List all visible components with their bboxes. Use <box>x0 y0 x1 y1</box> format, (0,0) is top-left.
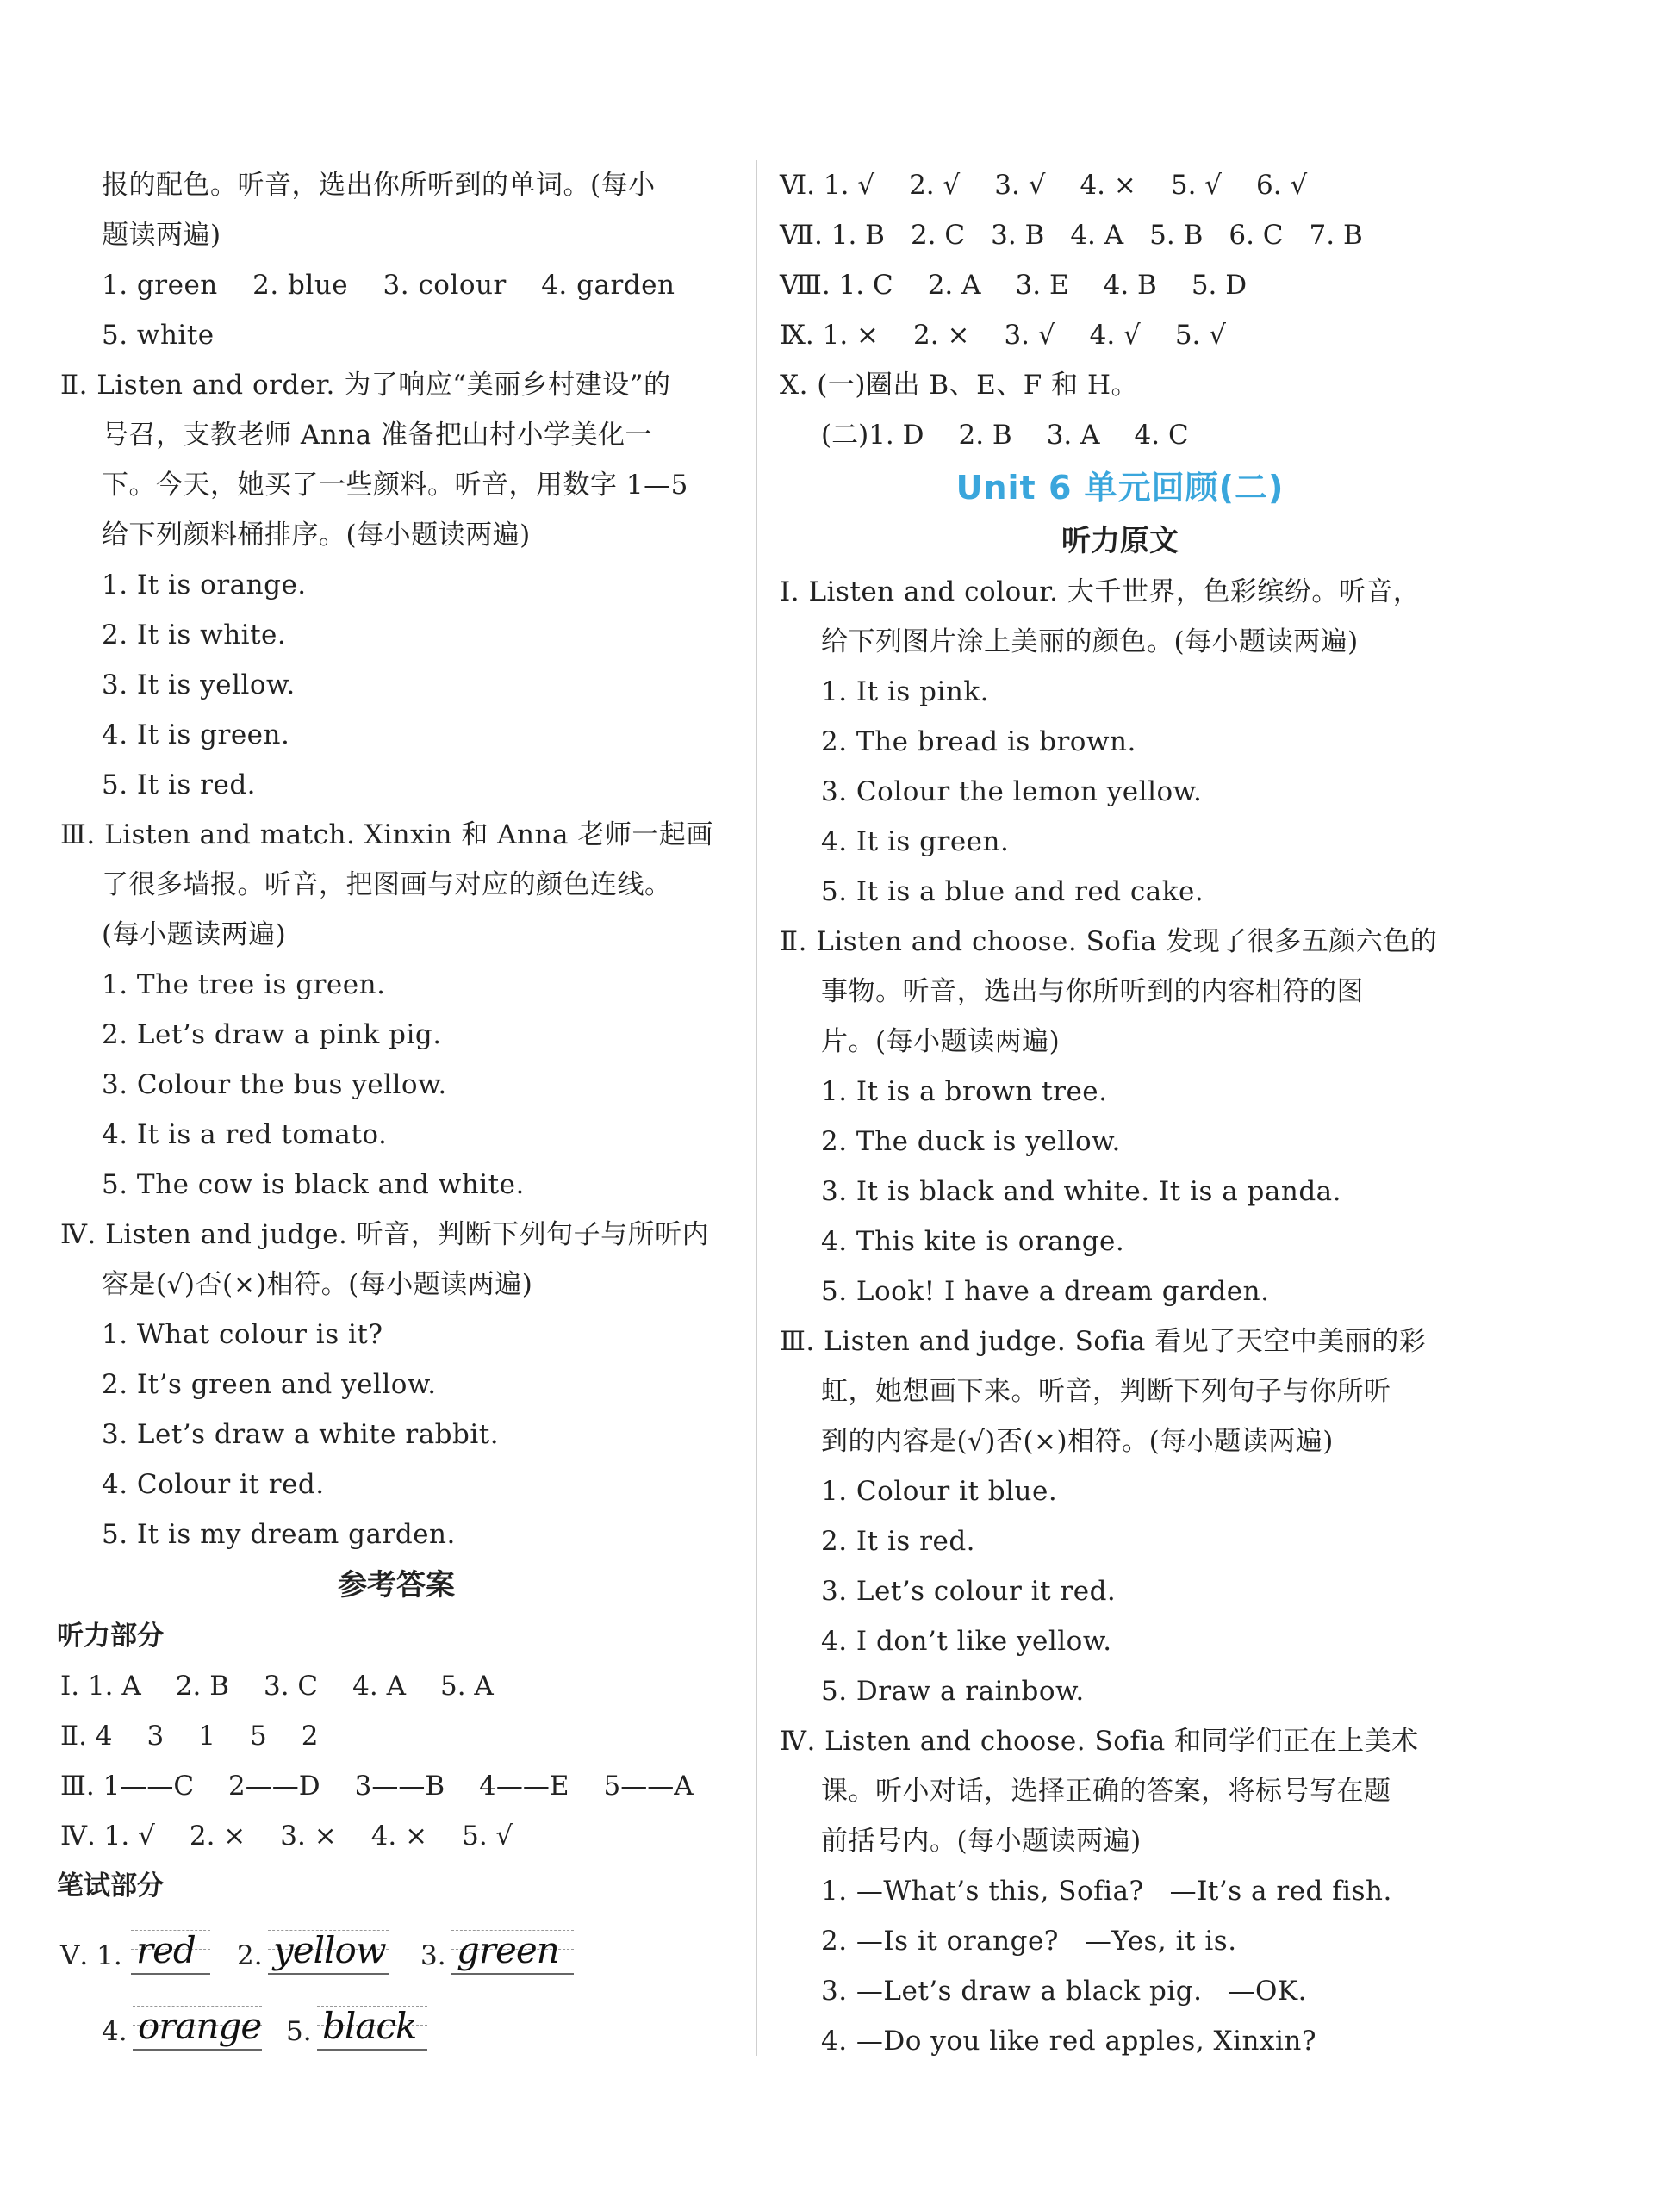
writing-lines <box>317 2001 427 2051</box>
answer-cell: 1 <box>198 1721 215 1752</box>
answer-cell: 4. × <box>370 1820 428 1852</box>
answer-cell: 2. × <box>189 1820 246 1852</box>
r-q2-instruction-line: Ⅱ. Listen and choose. Sofia 发现了很多五颜六色的 <box>780 926 1438 957</box>
answer-row <box>60 1711 732 1761</box>
dialogue-answer: —It’s a red fish. <box>1169 1876 1392 1907</box>
q3-instruction-line: 了很多墙报。听音，把图画与对应的颜色连线。 <box>102 869 672 900</box>
r-q4-instruction-line: 前括号内。(每小题读两遍) <box>821 1826 1142 1857</box>
q3-item: 4. It is a red tomato. <box>102 1119 388 1150</box>
q4-item: 1. What colour is it? <box>102 1319 383 1350</box>
dialogue-question: 4. —Do you like red apples, Xinxin? <box>821 2026 1316 2057</box>
handwriting-number: 4. <box>102 2016 128 2047</box>
q3-item: 1. The tree is green. <box>102 969 386 1000</box>
r-q1-item: 3. Colour the lemon yellow. <box>821 776 1203 807</box>
r-q3-instruction-line: Ⅲ. Listen and judge. Sofia 看见了天空中美丽的彩 <box>780 1326 1427 1357</box>
q2-item: 3. It is yellow. <box>102 669 296 700</box>
r-q3-item: 3. Let’s colour it red. <box>821 1576 1117 1607</box>
answer-cell: 2. C <box>910 220 966 251</box>
answer-cell: 2. √ <box>909 170 961 201</box>
q1-item: 5. white <box>102 320 215 351</box>
handwriting-answer <box>420 1911 636 1987</box>
answer-row <box>780 260 1460 310</box>
right-column <box>780 160 1460 2066</box>
dialogue-answer: —OK. <box>1228 1976 1307 2007</box>
r-q3-item: 1. Colour it blue. <box>821 1476 1058 1507</box>
handwriting-row <box>60 1911 732 1987</box>
q3-item: 5. The cow is black and white. <box>102 1169 525 1200</box>
answer-cell: Ⅸ. 1. × <box>780 320 880 351</box>
answer-cell: 3 <box>146 1721 165 1752</box>
answer-cell: Ⅶ. 1. B <box>780 220 885 251</box>
answer-cell: 7. B <box>1309 220 1363 251</box>
handwritten-word: red <box>136 1929 196 1971</box>
q3-instruction-line: Ⅲ. Listen and match. Xinxin 和 Anna 老师一起画 <box>60 819 713 850</box>
q1-instruction-line: 题读两遍) <box>102 220 221 251</box>
q2-instruction-line: 给下列颜料桶排序。(每小题读两遍) <box>102 520 531 551</box>
answer-cell: 3. B <box>991 220 1045 251</box>
answer-cell: 6. C <box>1229 220 1284 251</box>
answer-cell: 2. B <box>958 420 1012 451</box>
answer-cell: 2. A <box>927 270 981 301</box>
r-q2-item: 5. Look! I have a dream garden. <box>821 1276 1270 1307</box>
handwriting-answer <box>60 1911 215 1987</box>
q4-item: 3. Let’s draw a white rabbit. <box>102 1419 500 1450</box>
q1-item: 2. blue <box>252 270 349 301</box>
left-column <box>57 160 732 2063</box>
answer-cell: 5. B <box>1149 220 1204 251</box>
answer-cell: Ⅰ. 1. A <box>60 1671 141 1702</box>
q2-item: 4. It is green. <box>102 719 290 750</box>
r-q1-item: 2. The bread is brown. <box>821 726 1136 757</box>
q4-item: 4. Colour it red. <box>102 1469 325 1500</box>
r-q2-instruction-line: 事物。听音，选出与你所听到的内容相符的图 <box>821 976 1364 1007</box>
answer-row <box>60 1761 732 1811</box>
answer-cell: 5. √ <box>462 1820 513 1852</box>
answer-cell: (二)1. D <box>821 420 924 451</box>
r-q4-dialogue <box>780 2016 1460 2066</box>
answer-cell: 2 <box>301 1721 319 1752</box>
answer-x-part2 <box>780 410 1460 460</box>
r-q4-dialogue <box>780 1866 1460 1916</box>
writing-lines <box>268 1925 389 1975</box>
answer-cell: 4——E <box>479 1771 569 1802</box>
answer-x-part1: Ⅹ. (一)圈出 B、E、F 和 H。 <box>780 370 1138 401</box>
dialogue-answer: —Yes, it is. <box>1084 1926 1237 1957</box>
q1-item: 4. garden <box>541 270 675 301</box>
answers-heading: 参考答案 <box>338 1568 455 1603</box>
answer-cell: 6. √ <box>1256 170 1308 201</box>
answer-cell: 3. √ <box>994 170 1046 201</box>
answer-row <box>60 1811 732 1861</box>
dialogue-question: 3. —Let’s draw a black pig. <box>821 1976 1203 2007</box>
answer-cell: Ⅷ. 1. C <box>780 270 893 301</box>
r-q2-item: 1. It is a brown tree. <box>821 1076 1108 1107</box>
r-q3-item: 2. It is red. <box>821 1526 976 1557</box>
r-q4-instruction-line: 课。听小对话，选择正确的答案，将标号写在题 <box>821 1776 1391 1807</box>
r-q4-dialogue <box>780 1966 1460 2016</box>
answer-cell: 2——D <box>228 1771 320 1802</box>
answer-row <box>780 160 1460 210</box>
r-q1-item: 1. It is pink. <box>821 676 990 707</box>
answer-cell: 5 <box>249 1721 267 1752</box>
handwritten-word: yellow <box>273 1929 386 1971</box>
q4-item: 5. It is my dream garden. <box>102 1519 456 1550</box>
handwritten-word: green <box>457 1929 559 1971</box>
answer-cell: 3. A <box>1046 420 1100 451</box>
answer-cell: 5. √ <box>1174 320 1226 351</box>
answer-cell: Ⅳ. 1. √ <box>60 1820 155 1852</box>
writing-lines <box>131 1925 210 1975</box>
handwriting-number: 3. <box>420 1940 446 1971</box>
q3-instruction-line: (每小题读两遍) <box>102 919 287 950</box>
q4-instruction-line: Ⅳ. Listen and judge. 听音，判断下列句子与所听内 <box>60 1219 710 1250</box>
answer-cell: 3. C <box>264 1671 319 1702</box>
q1-items <box>60 260 732 310</box>
answer-cell: 4. A <box>1070 220 1124 251</box>
answer-cell: Ⅵ. 1. √ <box>780 170 875 201</box>
q3-item: 2. Let’s draw a pink pig. <box>102 1019 442 1050</box>
answer-cell: 3. E <box>1015 270 1069 301</box>
handwriting-answer <box>286 1987 501 2063</box>
r-q2-item: 3. It is black and white. It is a panda. <box>821 1176 1342 1207</box>
answer-cell: Ⅲ. 1——C <box>60 1771 195 1802</box>
q2-item: 1. It is orange. <box>102 569 307 601</box>
answer-cell: 4. C <box>1134 420 1189 451</box>
handwriting-row <box>60 1987 732 2063</box>
writing-lines <box>451 1925 574 1975</box>
q2-item: 2. It is white. <box>102 619 287 650</box>
answer-cell: 3. × <box>280 1820 337 1852</box>
r-q4-dialogue <box>780 1916 1460 1966</box>
answer-cell: 5. A <box>439 1671 494 1702</box>
r-q4-instruction-line: Ⅳ. Listen and choose. Sofia 和同学们正在上美术 <box>780 1726 1419 1757</box>
r-q1-item: 4. It is green. <box>821 826 1010 857</box>
written-section-heading: 笔试部分 <box>57 1870 164 1901</box>
r-q3-item: 5. Draw a rainbow. <box>821 1676 1085 1707</box>
dialogue-question: 1. —What’s this, Sofia? <box>821 1876 1144 1907</box>
q1-item: 3. colour <box>383 270 507 301</box>
answer-cell: 4. √ <box>1089 320 1141 351</box>
answer-cell: 2. × <box>913 320 970 351</box>
dialogue-question: 2. —Is it orange? <box>821 1926 1059 1957</box>
answer-cell: 5. √ <box>1170 170 1223 201</box>
handwriting-number: 2. <box>237 1940 263 1971</box>
q3-item: 3. Colour the bus yellow. <box>102 1069 447 1100</box>
q2-item: 5. It is red. <box>102 769 257 800</box>
answer-cell: 2. B <box>175 1671 229 1702</box>
handwriting-number: Ⅴ. 1. <box>60 1940 122 1971</box>
r-q3-item: 4. I don’t like yellow. <box>821 1626 1112 1657</box>
r-q3-instruction-line: 到的内容是(√)否(×)相符。(每小题读两遍) <box>821 1426 1334 1457</box>
r-q1-instruction-line: 给下列图片涂上美丽的颜色。(每小题读两遍) <box>821 626 1359 657</box>
q4-item: 2. It’s green and yellow. <box>102 1369 437 1400</box>
q2-instruction-line: 下。今天，她买了一些颜料。听音，用数字 1—5 <box>102 470 688 501</box>
r-q2-instruction-line: 片。(每小题读两遍) <box>821 1026 1061 1057</box>
q2-instruction-line: 号召，支教老师 Anna 准备把山村小学美化一 <box>102 420 653 451</box>
listening-section-heading: 听力部分 <box>57 1621 164 1652</box>
r-q2-item: 4. This kite is orange. <box>821 1226 1125 1257</box>
answer-row <box>60 1661 732 1711</box>
q1-item: 1. green <box>102 270 218 301</box>
writing-lines <box>133 2001 262 2051</box>
handwritten-word: black <box>322 2005 417 2047</box>
q4-instruction-line: 容是(√)否(×)相符。(每小题读两遍) <box>102 1269 533 1300</box>
answer-cell: 4. A <box>352 1671 406 1702</box>
answer-cell: 4. × <box>1080 170 1136 201</box>
r-q1-instruction-line: Ⅰ. Listen and colour. 大千世界，色彩缤纷。听音， <box>780 576 1421 607</box>
answer-row <box>780 210 1460 260</box>
r-q3-instruction-line: 虹，她想画下来。听音，判断下列句子与你所听 <box>821 1376 1391 1407</box>
q1-instruction-line: 报的配色。听音，选出你所听到的单词。(每小 <box>102 170 656 201</box>
script-heading: 听力原文 <box>1061 524 1179 558</box>
answer-cell: 4. B <box>1103 270 1157 301</box>
answer-cell: 5——A <box>603 1771 694 1802</box>
answer-cell: 5. D <box>1191 270 1248 301</box>
r-q2-item: 2. The duck is yellow. <box>821 1126 1121 1157</box>
unit-title: Unit 6 单元回顾(二) <box>955 469 1285 507</box>
answer-cell: Ⅱ. 4 <box>60 1721 113 1752</box>
handwriting-number: 5. <box>286 2016 312 2047</box>
column-divider <box>756 160 757 2056</box>
r-q1-item: 5. It is a blue and red cake. <box>821 876 1204 907</box>
q2-instruction-line: Ⅱ. Listen and order. 为了响应“美丽乡村建设”的 <box>60 370 671 401</box>
answer-cell: 3. √ <box>1004 320 1055 351</box>
handwritten-word: orange <box>138 2005 262 2047</box>
answer-cell: 3——B <box>354 1771 445 1802</box>
answer-row <box>780 310 1460 360</box>
